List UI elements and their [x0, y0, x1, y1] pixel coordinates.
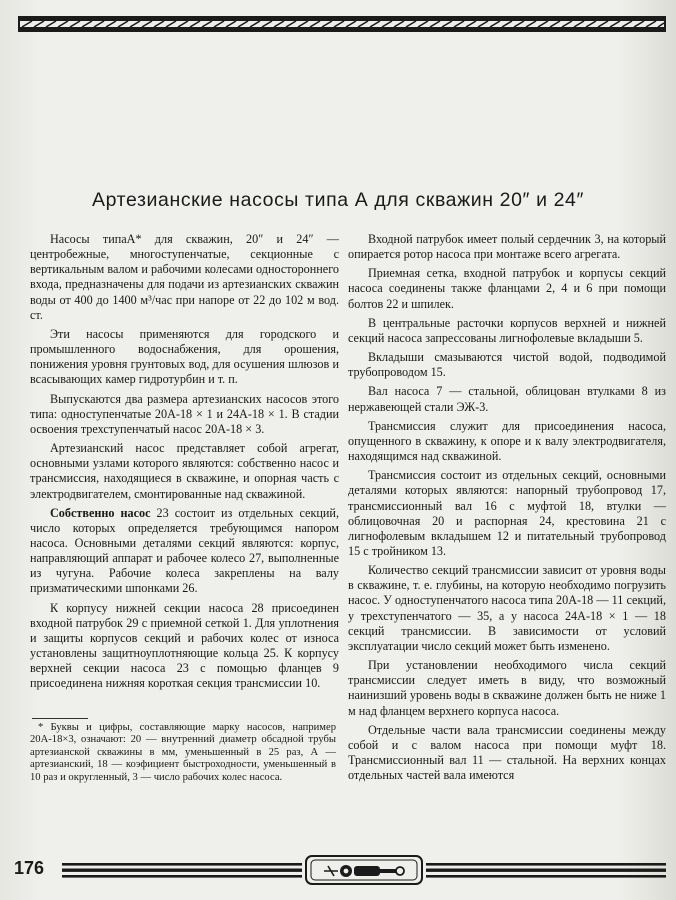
footnote-text: * Буквы и цифры, составляющие марку насосов, например 20А-18×3, означают: 20 — внутренний диаметр обсадной трубы артезианской скважины в мм, уменьшенный в 25 раз, А — артезианский, 18 — коэфициент быстроходности, уменьшенный в 10 раз и округленный, 3 — число рабочих колес насоса.: [30, 722, 336, 783]
pump-emblem-icon: [306, 856, 422, 884]
paragraph: Трансмиссия служит для присоединения насоса, опущенного в скважину, к опоре и к валу электродвигателя, находящимся над скважиной.: [348, 418, 666, 464]
paragraph: К корпусу нижней секции насоса 28 присоединен входной патрубок 29 с приемной сеткой 1. Для уплотнения и защиты корпусов секций и рабочих колес от износа установлены защитноуплотняющие кольца 25. К корпусу верхней секции насоса 23 с помощью фланцев 9 присоединена нижняя короткая секция трансмиссии 10.: [30, 600, 339, 691]
paragraph: В центральные расточки корпусов верхней и нижней секций насоса запрессованы лигнофолевые вкладыши 5.: [348, 315, 666, 345]
paragraph: Артезианский насос представляет собой агрегат, основными узлами которого являются: собственно насос и трансмиссия, находящиеся в скважине, и опорная часть с электродвигателем, смонтированные над скважиной.: [30, 441, 339, 501]
bold-lead-phrase: Собственно насос: [50, 505, 151, 520]
paragraph: Приемная сетка, входной патрубок и корпусы секций насоса соединены также фланцами 2, 4 и 6 при помощи болтов 22 и шпилек.: [348, 266, 666, 311]
paragraph: При установлении необходимого числа секций трансмиссии следует иметь в виду, что возможный наинизший уровень воды в скважине должен быть не ниже 1 м над фланцем верхнего корпуса насоса.: [348, 658, 666, 718]
right-text-column: [348, 232, 666, 787]
paragraph: Отдельные части вала трансмиссии соединены между собой и с валом насоса при помощи муфт 18. Трансмиссионный вал 11 — стальной. На верхних концах отдельных частей вала имеются: [348, 722, 666, 783]
page-number: 176: [14, 858, 45, 878]
paragraph: Трансмиссия состоит из отдельных секций, основными деталями которых являются: напорный трубопровод 17, трансмиссионный вал 16 с муфтой 18, втулки — облицовочная 20 и распорная 24, крестовина 21 с лигнофолевым вкладышем 12 и питательный трубопровод 15 с тройником 13.: [348, 468, 666, 558]
bottom-decorative-rule: [62, 854, 666, 886]
paragraph: Вал насоса 7 — стальной, облицован втулками 8 из нержавеющей стали ЭЖ-3.: [348, 384, 666, 414]
paragraph: Насосы типаА* для скважин, 20″ и 24″ — центробежные, многоступенчатые, секционные с вертикальным валом и рабочими колесами одностороннего входа, предназначены для подачи из артезианских скважин воды от 400 до 1400 м³/час при напоре от 22 до 102 м вод. ст.: [30, 232, 339, 322]
paragraph: Вкладыши смазываются чистой водой, подводимой трубопроводом 15.: [348, 350, 666, 380]
paragraph: Собственно насос 23 состоит из отдельных секций, число которых определяется требующимся напором насоса. Основными деталями секций являются: корпус, направляющий аппарат и рабочее колесо 27, выполненные из чугуна. Рабочие колеса закреплены на валу призматическими шпонками 26.: [30, 505, 339, 596]
paragraph: Количество секций трансмиссии зависит от уровня воды в скважине, т. е. глубины, на которую необходимо погрузить насос. У одноступенчатого насоса типа 20А-18 — 11 секций, у трехступенчатого — 35, а у насоса 24А-18 × 1 — 18 секций трансмиссии. В зависимости от условий эксплуатации число секций может быть изменено.: [348, 563, 666, 653]
left-text-column: [30, 232, 339, 696]
article-title: Артезианские насосы типа А для скважин 20″ и 24″: [92, 189, 584, 211]
footnote: [30, 722, 336, 784]
top-decorative-rule: [18, 16, 666, 32]
paragraph: Выпускаются два размера артезианских насосов этого типа: одноступенчатые 20А-18 × 1 и 24А-18 × 1. В стадии освоения трехступенчатый насос 20А-18 × 3.: [30, 391, 339, 436]
paragraph: Входной патрубок имеет полый сердечник 3, на который опирается ротор насоса при монтаже всего агрегата.: [348, 232, 666, 262]
footnote-separator: [32, 718, 88, 719]
paragraph: Эти насосы применяются для городского и промышленного водоснабжения, для орошения, понижения уровня грунтовых вод, для осушения шлюзов и всасывающих камер гидротурбин и т. п.: [30, 326, 339, 387]
